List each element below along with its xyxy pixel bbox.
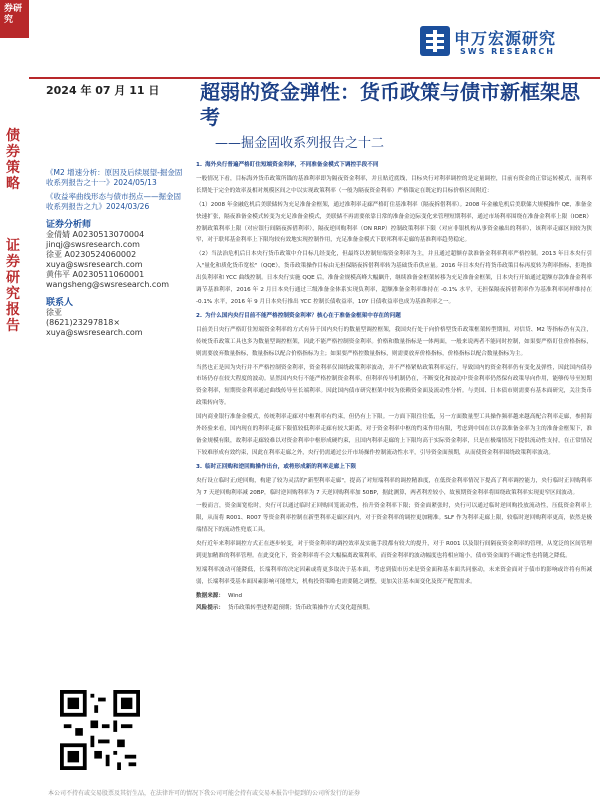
- point-number: 2.: [196, 312, 203, 319]
- analyst-name: 金倩婧 A0230513070004: [46, 230, 145, 239]
- risk-label: 风险提示：: [196, 604, 224, 611]
- source-value: Wind: [227, 592, 243, 599]
- analysts-heading: 证券分析师: [46, 220, 92, 230]
- header-divider: [29, 77, 600, 79]
- risk-warning: [196, 603, 592, 615]
- analyst-name: 徐亚 A0230524060002: [46, 250, 137, 259]
- contact-phone: (8621)23297818×: [46, 318, 121, 327]
- analyst-email[interactable]: xuya@swsresearch.com: [46, 260, 143, 269]
- key-point: [196, 462, 592, 589]
- report-title: 超弱的资金弹性：货币政策与债市新框架思考: [200, 80, 580, 129]
- disclaimer-footer: 本公司不持有或交易股票及其衍生品，在法律许可的情况下我公司可能会持有或交易本报告中提到的公司所发行的证券: [48, 790, 361, 797]
- company-logo: [420, 20, 590, 68]
- body-paragraph: 国内商业银行准备金模式，传统利率走廊对中枢利率有约束，但仍有上下限。一方面下限往往低，另一方面数量型工具操作频率越来越高配合利率走廊，参照海外经验来看，国内现在的利率走廊下限值较低利率走廊有较大距离，对于资金利率中枢的约束作用有限，考虑到中国在以存款准备金率为主的准备金框架下，准备金规模有限，故利率走廊较难以对资金利率中枢形成硬约束，且国内利率走廊的上下限均高于实际资金利率，只是在极端情况下提供流动性支持，在正常情况下较难形成有效约束，因此在利率走廊之外，央行仍需通过公开市场操作控制流动性水平，引导资金面预期，从而使资金利率围绕政策利率波动。: [196, 414, 592, 456]
- contact-entry: [46, 308, 186, 338]
- point-number: 1.: [196, 162, 203, 168]
- report-type-tag: 券研究: [0, 0, 29, 38]
- report-kind-label: 证券研究报告: [6, 238, 20, 334]
- report-subtitle: ——掘金固收系列报告之十二: [215, 136, 385, 151]
- side-strip: [0, 0, 29, 800]
- body-paragraph: 一般而言，资金面宽松时，央行可以通过临时正回购回笼流动性，抬升资金利率下限；资金面紧张时，央行可以通过临时逆回购投放流动性，压低资金利率上限，从而将 R001、R007 等资金利率控制在新型利率走廊区间内，对于资金利率的调控更加精准。SLF 作为利率走廊上限，较临时逆回购利率更高，依然是极端情况下的流动性兜底工具。: [196, 503, 592, 534]
- qr-code: [60, 690, 140, 770]
- body-paragraph: 央行近年来利率调控方式正在逐步转变，对于资金利率的调控效率及实施手段都有较大的提升，对于 R001 以及银行间隔夜资金利率的管理，从宽泛的区间管理到更加精准的利率管理。在此变化下，资金利率将不会大幅偏离政策利率，而资金利率的波动幅度也将相应缩小，债市资金面的不确定性也将随之降低。: [196, 541, 592, 560]
- contact-heading: 联系人: [46, 298, 74, 308]
- point-number: 3.: [196, 463, 203, 470]
- data-source: [196, 591, 592, 603]
- body-paragraph: 央行设立临时正/逆回购，构建了较为灵活的"新型利率走廊"，提高了对短端利率的调控精准度，在低资金利率情况下提高了利率调控能力，央行临时正回购利率为 7 天逆回购利率减 20BP，临时逆回购利率为 7 天逆回购利率加 50BP，据此测算，两者利差较小，故预期资金利率将围绕政策利率实现更窄区间波动。: [196, 477, 592, 496]
- related-report[interactable]: 《M2 增速分析：原因及后续展望-掘金固收系列报告之十一》2024/05/13: [46, 168, 183, 187]
- contact-email[interactable]: xuya@swsresearch.com: [46, 328, 143, 337]
- point-title: 临时正回购和逆回购操作出台，或将形成新的利率走廊上下限: [205, 463, 357, 470]
- key-point: [196, 311, 592, 460]
- point-title: 海外央行普遍严格盯住短端资金利率，不同准备金模式下调控手段不同: [205, 162, 379, 168]
- report-body: [196, 160, 592, 800]
- analyst-entry: [46, 230, 186, 290]
- analyst-name: 黄伟平 A0230511060001: [46, 270, 145, 279]
- body-paragraph: 短端利率波动可能降低，长端利率的决定因素或将更多取决于基本面，考虑到债市历来是资金面和基本面共同驱动，未来资金面对于债市的影响或许将有所减弱，长端利率受基本面因素影响可能增大，机构投资策略也需要随之调整，更加关注基本面变化及资产配置需求。: [196, 567, 592, 585]
- body-paragraph: 目前美日央行严格盯住短端资金利率的方式有异于国内央行的数量型调控框架，我国央行处于向价格型货币政策框架转型期间，对信贷、M2 等指标仍有关注，传统货币政策工具也多为数量型调控框架，因此不能严格控制资金利率。价格和数量指标是一体两面，一般来说两者不能同时控制，如果要严格盯住价格指标，则需要放弃数量指标，数量指标以配合价格指标为主；如果要严格控数量指标，则需要放弃价格指标，价格指标以配合数量指标为主。: [196, 326, 592, 357]
- contact-name: 徐亚: [46, 308, 62, 317]
- category-label: 债券策略: [6, 128, 20, 192]
- analyst-email[interactable]: wangsheng@swsresearch.com: [46, 280, 170, 289]
- report-date: 2024 年 07 月 11 日: [46, 84, 160, 97]
- logo-mark-icon: [420, 26, 450, 56]
- point-title: 为什么国内央行目前不能严格控制资金利率？核心在于准备金框架中存在的问题: [205, 312, 401, 319]
- logo-text-en: SWS RESEARCH: [460, 47, 555, 56]
- related-report[interactable]: 《收益率曲线形态与债市拐点——掘金固收系列报告之九》2024/03/26: [46, 192, 181, 211]
- sidebar-info: [46, 150, 186, 338]
- body-paragraph: 一般情况下看，目标海外货币政策所锚的基准利率即为隔夜资金利率，并且贴近底线，目标央行对利率调控的是定量调控，目前有资金的正常运转模式，而利率长期处于完全的效率及相对规模区间之中以实现政策利率（一般为隔夜资金利率）严格锚定在既定的目标价格区间附近：: [196, 175, 592, 194]
- body-paragraph: 当然也正是因为央行并不严格控制资金利率，资金利率仅围绕政策利率波动，并不严格紧贴政策利率运行，导致国内的资金利率仍有变化及弹性，因此国内债券市场仍存在较大程度的波动。显然国内央行不能严格控制资金利率，但利率传导机制仍在，不断变化和波动中资金利率仍然保有政策导向作用，能够传导至短期资金利率，短期资金利率通过曲线传导至长端利率。因此国内债市研究框架中较为依赖资金面及流动性分析。与美国、日本债市则需要有基本面研究，关注货币政策转向等。: [196, 364, 592, 407]
- analyst-email[interactable]: jinqj@swsresearch.com: [46, 240, 140, 249]
- body-paragraph: （2）当法治危机后日本央行货币政策中介目标几经变化，但最终以控制短端资金利率为主，并且通过超额存款准备金利率利率严格控制。2013 年日本央行引入"量化和质化货币宽松"（QQE），货币政策操作目标由无担保隔夜拆借利率转为基础货币供应量。2016 年日本央行将货币政策目标再度转为利率指标，拒绝推出负利率和 YCC 曲线控制。日本央行实施 QQE 后，准备金规模高峰大幅飙升，继续准备金框架转移为充足准备金框架，日本央行开始通过超额存款准备金利率调节基准利率，2016 年 2 月日本央行通过三级准备金体系实现负利率，超额准备金利率维持在 -0.1% 水平，无担保隔夜拆借利率作为基准利率同样维持在 -0.1% 水平，2016 年 9 月日本央行推出 YCC 控制长债收益率，10Y 日债收益率也成为基准利率之一。: [196, 251, 592, 305]
- body-paragraph: （1）2008 年金融危机后美联储转为充足准备金框架，通过准利率走廊严格盯住基准利率（隔夜拆借利率）。2008 年金融危机后美联储大规模操作 QE，准备金快速扩张，隔夜准备金模式转变为充足准备金模式，美联储不再需要依靠日常的准备金边际变化来管理短期利率，通过市场利率围绕在准备金利率上限（IOER）控制政策利率上限（对应银行间隔夜拆借利率），隔夜逆回购利率（ON RRP）控制政策利率下限（对应非银机构从事资金融出的利率），该利率走廊区间较为狭窄，对于联邦基金利率上下限均较有效地实现控制作用，充足准备金模式下联邦利率走廊的基准利率趋势稳定。: [196, 201, 592, 244]
- source-label: 数据来源：: [196, 592, 224, 599]
- risk-value: 货币政策转型进程超预期；货币政策操作方式变化超预期。: [227, 604, 374, 611]
- logo-text-cn: 申万宏源研究: [454, 29, 557, 48]
- key-point: [196, 160, 592, 309]
